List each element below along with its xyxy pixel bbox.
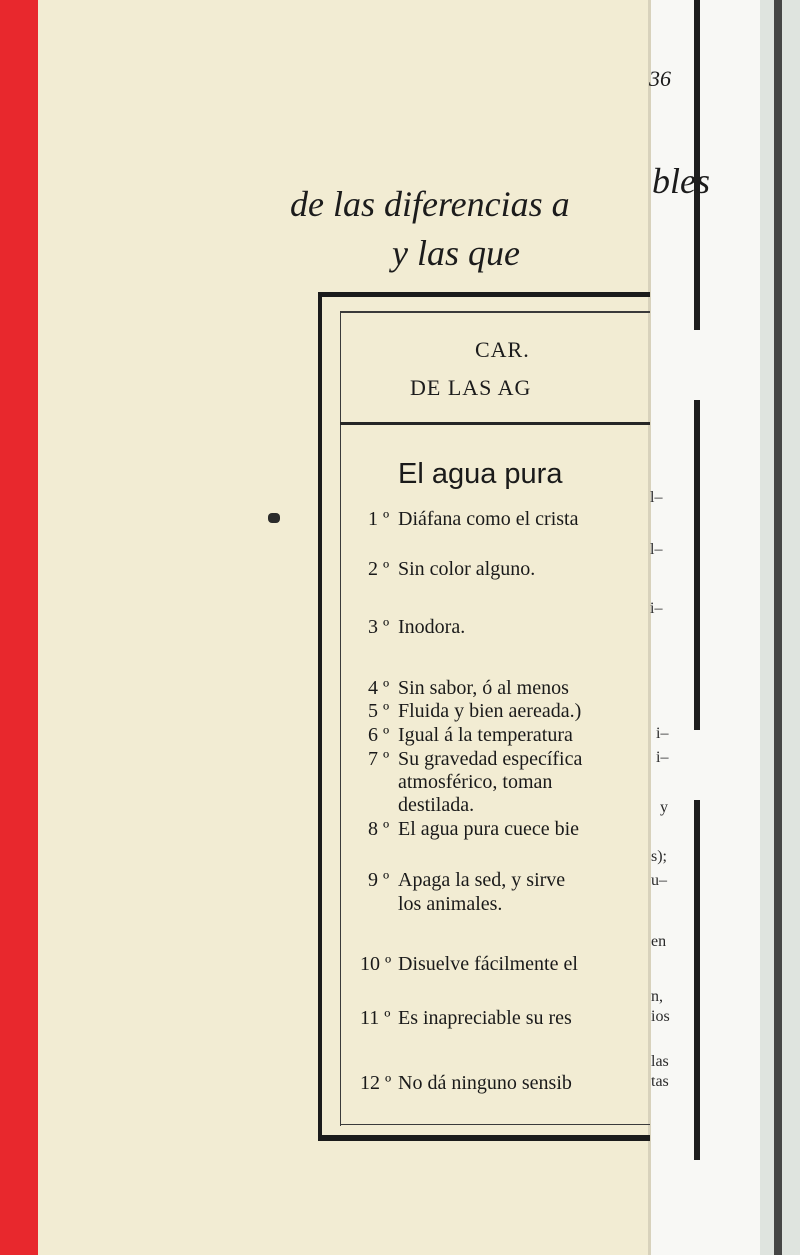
- list-item: 6 º Igual á la temperatura: [368, 724, 573, 746]
- list-item: los animales.: [398, 893, 503, 915]
- red-margin-strip: [0, 0, 38, 1255]
- cut-off-fragment: tas: [651, 1073, 669, 1090]
- page-number: 36: [649, 66, 671, 91]
- ink-mark: [268, 513, 280, 523]
- list-item: 3 º Inodora.: [368, 616, 466, 638]
- table-de-las-label: DE LAS AG: [410, 375, 532, 400]
- table-border-bottom: [318, 1135, 650, 1141]
- scan-edge-shadow: [774, 0, 782, 1255]
- cut-off-fragment: i–: [656, 749, 669, 766]
- list-item: 8 º El agua pura cuece bie: [368, 818, 580, 840]
- cut-off-fragment: l–: [650, 489, 663, 506]
- fold-bar: [694, 800, 700, 1160]
- cut-off-fragment: l–: [650, 541, 663, 558]
- list-item: 2 º Sin color alguno.: [368, 558, 536, 580]
- table-car-label: CAR.: [475, 337, 530, 362]
- list-item: 1 º Diáfana como el crista: [368, 508, 579, 530]
- table-inner-border-left: [340, 311, 341, 1126]
- table-header-separator: [340, 422, 650, 425]
- list-item: 10 º Disuelve fácilmente el: [360, 953, 578, 975]
- cut-off-fragment: las: [651, 1053, 669, 1070]
- list-item: 4 º Sin sabor, ó al menos: [368, 677, 569, 699]
- heading-superscript: bles: [652, 161, 710, 201]
- cut-off-fragment: y: [660, 799, 668, 816]
- list-item: 9 º Apaga la sed, y sirve: [368, 869, 566, 891]
- table-title: El agua pura: [398, 458, 563, 490]
- cut-off-fragment: i–: [650, 600, 663, 617]
- list-item: 7 º Su gravedad específica: [368, 748, 583, 770]
- list-item: 5 º Fluida y bien aereada.): [368, 700, 582, 722]
- list-item: 12 º No dá ninguno sensib: [360, 1072, 572, 1094]
- heading-line-1: de las diferencias a: [290, 184, 570, 224]
- list-item: 11 º Es inapreciable su res: [360, 1007, 572, 1029]
- cut-off-fragment: u–: [651, 872, 667, 889]
- fold-bar: [694, 400, 700, 730]
- list-item: atmosférico, toman: [398, 771, 553, 793]
- list-item: destilada.: [398, 794, 475, 816]
- cut-off-fragment: n,: [651, 988, 663, 1005]
- cut-off-fragment: ios: [651, 1008, 670, 1025]
- table-inner-border-bottom: [340, 1124, 650, 1125]
- cut-off-fragment: en: [651, 933, 667, 950]
- cut-off-fragment: i–: [656, 725, 669, 742]
- heading-line-2: y las que: [392, 233, 520, 273]
- cut-off-fragment: s);: [651, 848, 667, 865]
- table-inner-border-top: [340, 311, 650, 313]
